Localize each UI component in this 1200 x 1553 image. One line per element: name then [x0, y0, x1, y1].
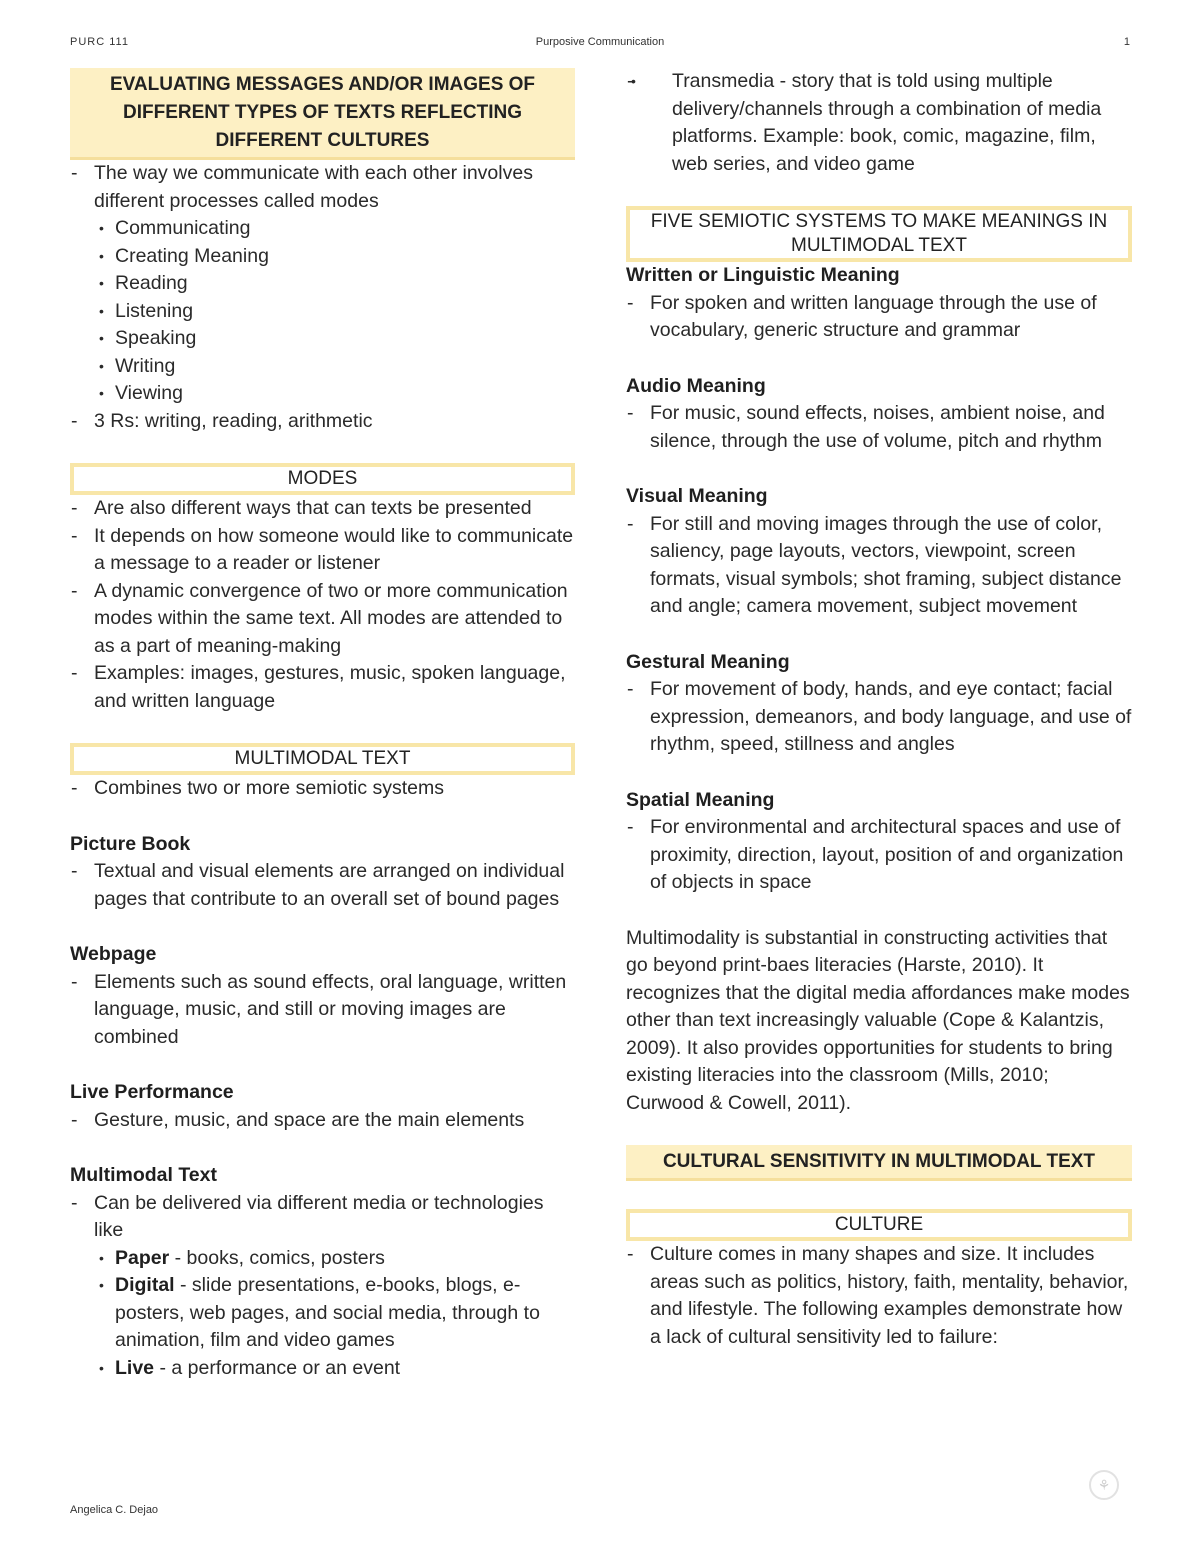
list-item: ‐ Textual and visual elements are arranged on individual pages that contribute to an overall set of bound pages	[70, 858, 575, 913]
media-list	[94, 1245, 575, 1383]
media-term: Live	[115, 1356, 155, 1379]
list-item: ‐ Elements such as sound effects, oral language, written language, music, and still or moving images are combined	[70, 969, 575, 1052]
list-item: • Reading	[94, 270, 575, 298]
transmedia-list	[626, 68, 1132, 178]
list-item: • Communicating	[94, 215, 575, 243]
cultural-sensitivity-banner: CULTURAL SENSITIVITY IN MULTIMODAL TEXT	[626, 1145, 1132, 1181]
gestural-meaning-heading: Gestural Meaning	[626, 650, 790, 673]
list-item: ‐ For movement of body, hands, and eye contact; facial expression, demeanors, and body language, and use of rhythm, speed, stillness and angles	[626, 676, 1132, 759]
list-item: ‐ For spoken and written language through the use of vocabulary, generic structure and grammar	[626, 290, 1132, 345]
media-term: Digital	[115, 1274, 175, 1296]
list-item: ‐ Gesture, music, and space are the main elements	[70, 1107, 575, 1135]
list-item	[70, 1190, 575, 1383]
list-item: ‐ A dynamic convergence of two or more communication modes within the same text. All modes are attended to as a part of meaning-making	[70, 578, 575, 661]
processes-list	[94, 215, 575, 408]
seal-watermark-icon: ⚘	[1089, 1470, 1119, 1500]
media-desc: - slide presentations, e-books, blogs, e-posters, web pages, and social media, through to animation, film and video games	[115, 1274, 540, 1351]
list-item: ‐ Examples: images, gestures, music, spoken language, and written language	[70, 660, 575, 715]
multimodal-text-subheading: Multimodal Text	[70, 1164, 217, 1186]
webpage-list	[70, 969, 575, 1052]
multimodal-list	[70, 775, 575, 803]
author-name: Angelica C. Dejao	[70, 1504, 159, 1516]
subject-title: Purposive Communication	[535, 36, 665, 48]
list-item	[94, 1245, 575, 1273]
list-item	[94, 1355, 575, 1383]
list-item: ‐ Combines two or more semiotic systems	[70, 775, 575, 803]
list-item	[626, 68, 1132, 178]
main-title-banner: EVALUATING MESSAGES AND/OR IMAGES OF DIFFERENT TYPES OF TEXTS REFLECTING DIFFERENT CULTURES	[70, 68, 575, 160]
list-item: • Listening	[94, 298, 575, 326]
media-term: Paper	[115, 1246, 170, 1269]
delivery-text: Can be delivered via different media or technologies like	[94, 1191, 544, 1241]
gestural-meaning-list	[626, 676, 1132, 759]
list-item: • Viewing	[94, 380, 575, 408]
picture-book-heading: Picture Book	[70, 832, 191, 855]
spatial-meaning-list	[626, 814, 1132, 897]
transmedia-sublist	[626, 68, 1132, 178]
audio-meaning-heading: Audio Meaning	[626, 374, 766, 397]
list-item: • Creating Meaning	[94, 243, 575, 271]
list-item	[94, 1272, 575, 1355]
list-item: ‐ 3 Rs: writing, reading, arithmetic	[70, 408, 575, 436]
semiotic-systems-heading: FIVE SEMIOTIC SYSTEMS TO MAKE MEANINGS IN MULTIMODAL TEXT	[626, 206, 1132, 262]
right-column	[626, 68, 1132, 1351]
media-desc: - a performance or an event	[154, 1356, 401, 1379]
transmedia-desc: - story that is told using multiple delivery/channels through a combination of media platforms. Example: book, comic, magazine, film, web series, and video game	[672, 70, 1102, 175]
picture-book-list	[70, 858, 575, 913]
list-item	[70, 160, 575, 408]
list-item: ‐ Are also different ways that can texts be presented	[70, 495, 575, 523]
visual-meaning-heading: Visual Meaning	[626, 485, 768, 507]
intro-text: The way we communicate with each other involves different processes called modes	[94, 162, 533, 212]
list-item: ‐ For still and moving images through the use of color, saliency, page layouts, vectors, viewpoint, screen formats, visual symbols; shot framing, subject distance and angle; camera movement, subject movement	[626, 511, 1132, 621]
written-meaning-list	[626, 290, 1132, 345]
course-code: PURC 111	[70, 36, 129, 48]
intro-list	[70, 160, 575, 435]
page-header	[70, 36, 1130, 52]
spatial-meaning-heading: Spatial Meaning	[626, 788, 775, 811]
live-performance-heading: Live Performance	[70, 1081, 234, 1103]
list-item: ‐ For environmental and architectural spaces and use of proximity, direction, layout, position of and organization of objects in space	[626, 814, 1132, 897]
list-item: ‐ Culture comes in many shapes and size. It includes areas such as politics, history, faith, mentality, behavior, and lifestyle. The following examples demonstrate how a lack of cultural sensitivity led to failure:	[626, 1241, 1132, 1351]
list-item: • Writing	[94, 353, 575, 381]
multimodal-text-heading: MULTIMODAL TEXT	[70, 743, 575, 775]
multimodal-delivery-list	[70, 1190, 575, 1383]
live-performance-list	[70, 1107, 575, 1135]
list-item	[626, 68, 1132, 178]
webpage-heading: Webpage	[70, 943, 157, 965]
modes-heading: MODES	[70, 463, 575, 495]
written-meaning-heading: Written or Linguistic Meaning	[626, 264, 900, 286]
list-item: • Speaking	[94, 325, 575, 353]
visual-meaning-list	[626, 511, 1132, 621]
left-column	[70, 68, 575, 1382]
page-number: 1	[1123, 36, 1130, 48]
culture-heading: CULTURE	[626, 1209, 1132, 1241]
multimodality-paragraph: Multimodality is substantial in constructing activities that go beyond print-baes literacies (Harste, 2010). It recognizes that the digital media affordances make modes other than text increasingly valuable (Cope & Kalantzis, 2009). It also provides opportunities for students to bring existing literacies into the classroom (Mills, 2010; Curwood & Cowell, 2011).	[626, 926, 1130, 1114]
list-item: ‐ For music, sound effects, noises, ambient noise, and silence, through the use of volume, pitch and rhythm	[626, 400, 1132, 455]
media-desc: - books, comics, posters	[169, 1246, 385, 1269]
transmedia-term: Transmedia	[672, 70, 775, 92]
modes-list	[70, 495, 575, 715]
culture-list	[626, 1241, 1132, 1351]
audio-meaning-list	[626, 400, 1132, 455]
list-item: ‐ It depends on how someone would like to communicate a message to a reader or listener	[70, 523, 575, 578]
